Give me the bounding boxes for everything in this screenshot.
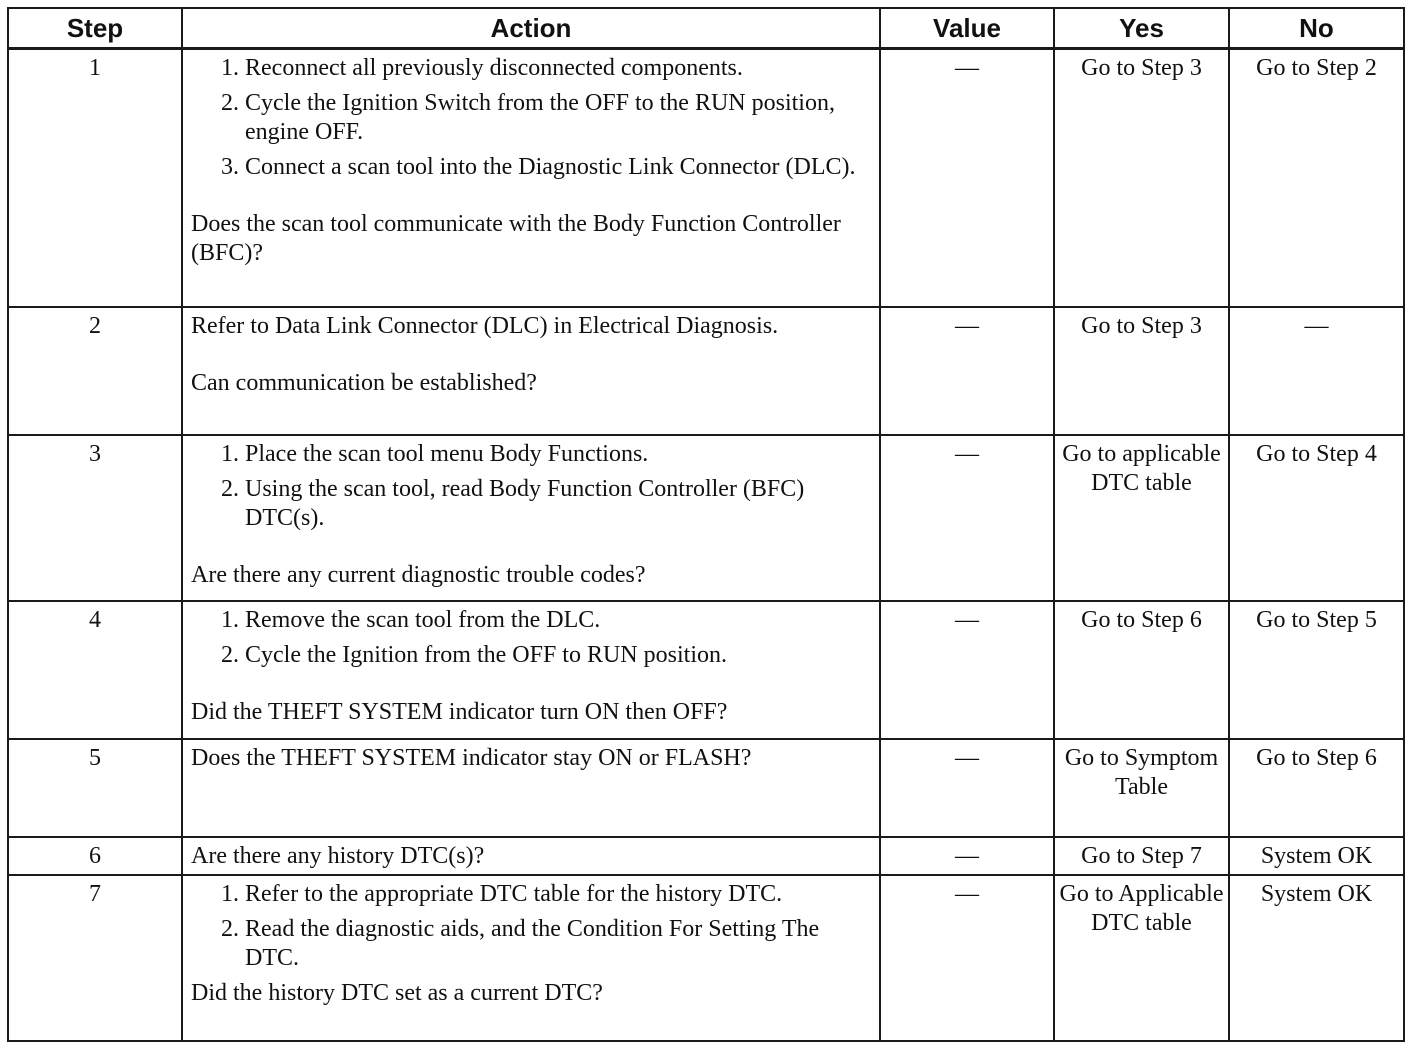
action-cell bbox=[182, 435, 880, 601]
step-number: 3 bbox=[8, 435, 182, 601]
action-question: Did the history DTC set as a current DTC? bbox=[191, 980, 603, 1006]
table-row bbox=[8, 601, 1404, 739]
yes-cell: Go to Step 6 bbox=[1054, 601, 1229, 739]
action-question: Are there any history DTC(s)? bbox=[191, 843, 485, 869]
step-number: 1 bbox=[8, 49, 182, 308]
header-yes: Yes bbox=[1054, 8, 1229, 49]
step-number: 7 bbox=[8, 875, 182, 1041]
diagnostic-table bbox=[7, 7, 1405, 1042]
value-cell: — bbox=[880, 875, 1054, 1041]
action-question: Does the scan tool communicate with the Body Function Controller (BFC)? bbox=[191, 211, 841, 266]
header-action: Action bbox=[182, 8, 880, 49]
yes-cell: Go to Step 3 bbox=[1054, 307, 1229, 435]
header-step: Step bbox=[8, 8, 182, 49]
no-cell: Go to Step 4 bbox=[1229, 435, 1404, 601]
action-cell bbox=[182, 837, 880, 875]
value-cell: — bbox=[880, 601, 1054, 739]
value-cell: — bbox=[880, 435, 1054, 601]
action-item: 2. Read the diagnostic aids, and the Condition For Setting The DTC. bbox=[245, 915, 869, 973]
action-list bbox=[191, 440, 869, 533]
step-number: 5 bbox=[8, 739, 182, 837]
no-cell: — bbox=[1229, 307, 1404, 435]
no-cell: Go to Step 2 bbox=[1229, 49, 1404, 308]
action-cell bbox=[182, 875, 880, 1041]
value-cell: — bbox=[880, 739, 1054, 837]
action-item: 2. Cycle the Ignition Switch from the OFF to the RUN position, engine OFF. bbox=[245, 89, 869, 147]
header-no: No bbox=[1229, 8, 1404, 49]
value-cell: — bbox=[880, 307, 1054, 435]
action-cell bbox=[182, 307, 880, 435]
yes-cell: Go to Symptom Table bbox=[1054, 739, 1229, 837]
header-value: Value bbox=[880, 8, 1054, 49]
action-list bbox=[191, 880, 869, 973]
yes-cell: Go to Applicable DTC table bbox=[1054, 875, 1229, 1041]
action-item: 2. Using the scan tool, read Body Function Controller (BFC) DTC(s). bbox=[245, 475, 869, 533]
action-item: 1. Place the scan tool menu Body Functions. bbox=[245, 440, 869, 469]
table-row bbox=[8, 875, 1404, 1041]
yes-cell: Go to Step 3 bbox=[1054, 49, 1229, 308]
no-cell: Go to Step 6 bbox=[1229, 739, 1404, 837]
action-item: 1. Reconnect all previously disconnected components. bbox=[245, 54, 869, 83]
action-cell bbox=[182, 601, 880, 739]
no-cell: Go to Step 5 bbox=[1229, 601, 1404, 739]
step-number: 2 bbox=[8, 307, 182, 435]
value-cell: — bbox=[880, 49, 1054, 308]
action-cell bbox=[182, 739, 880, 837]
table-row bbox=[8, 739, 1404, 837]
no-cell: System OK bbox=[1229, 837, 1404, 875]
value-cell: — bbox=[880, 837, 1054, 875]
no-cell: System OK bbox=[1229, 875, 1404, 1041]
step-number: 4 bbox=[8, 601, 182, 739]
action-item: 1. Remove the scan tool from the DLC. bbox=[245, 606, 869, 635]
action-question: Are there any current diagnostic trouble codes? bbox=[191, 562, 646, 588]
action-list bbox=[191, 606, 869, 670]
action-item: 1. Refer to the appropriate DTC table for the history DTC. bbox=[245, 880, 869, 909]
step-number: 6 bbox=[8, 837, 182, 875]
action-item: 2. Cycle the Ignition from the OFF to RUN position. bbox=[245, 641, 869, 670]
action-text: Refer to Data Link Connector (DLC) in Electrical Diagnosis. bbox=[191, 313, 779, 339]
action-cell bbox=[182, 49, 880, 308]
action-item: 3. Connect a scan tool into the Diagnostic Link Connector (DLC). bbox=[245, 153, 869, 182]
table-row bbox=[8, 307, 1404, 435]
action-question: Does the THEFT SYSTEM indicator stay ON or FLASH? bbox=[191, 745, 752, 771]
action-list bbox=[191, 54, 869, 182]
table-row bbox=[8, 837, 1404, 875]
yes-cell: Go to Step 7 bbox=[1054, 837, 1229, 875]
action-question: Did the THEFT SYSTEM indicator turn ON then OFF? bbox=[191, 699, 728, 725]
yes-cell: Go to applicable DTC table bbox=[1054, 435, 1229, 601]
action-question: Can communication be established? bbox=[191, 370, 537, 396]
table-row bbox=[8, 435, 1404, 601]
table-row bbox=[8, 49, 1404, 308]
header-row bbox=[8, 8, 1404, 49]
